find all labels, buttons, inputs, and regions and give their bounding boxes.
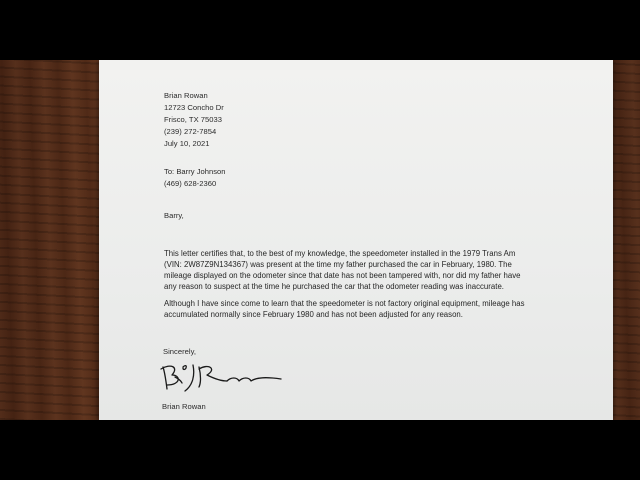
photo-scene (0, 60, 640, 420)
sender-city: Frisco, TX 75033 (164, 115, 223, 124)
paragraph-line: mileage displayed on the odometer since that date has not been tampered with, nor did my father have (164, 271, 521, 280)
paragraph-line: any reason to suspect at the time he purchased the car that the odometer reading was inaccurate. (164, 282, 504, 291)
salutation: Barry, (164, 211, 184, 220)
sender-phone: (239) 272-7854 (164, 127, 217, 136)
letter-paper (99, 60, 613, 420)
sender-street: 12723 Concho Dr (164, 103, 224, 112)
signature-name: Brian Rowan (162, 402, 206, 411)
sender-name: Brian Rowan (164, 91, 208, 100)
closing: Sincerely, (163, 347, 196, 356)
paragraph-line: This letter certifies that, to the best of my knowledge, the speedometer installed in the 1979 Trans Am (164, 249, 516, 258)
letter-date: July 10, 2021 (164, 139, 210, 148)
paragraph-line: (VIN: 2W87Z9N134367) was present at the time my father purchased the car in February, 1980. The (164, 260, 512, 269)
recipient-line: To: Barry Johnson (164, 167, 226, 176)
recipient-phone: (469) 628-2360 (164, 179, 217, 188)
paragraph-line: accumulated normally since February 1980 and has not been adjusted for any reason. (164, 310, 463, 319)
handwritten-signature (155, 355, 295, 395)
paragraph-line: Although I have since come to learn that the speedometer is not factory original equipment, mileage has (164, 299, 525, 308)
